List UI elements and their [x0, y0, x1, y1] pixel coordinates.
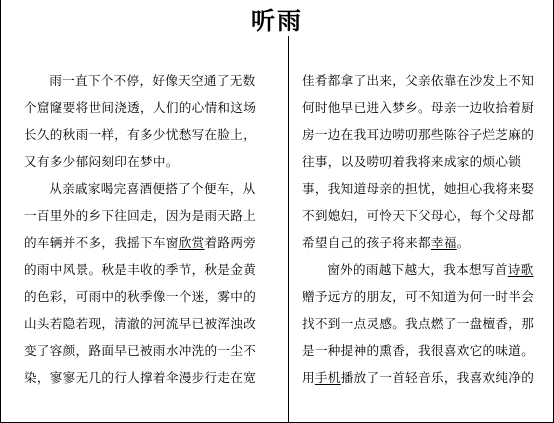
text-line: 长久的秋雨一样，有多少忧愁写在脸上， [24, 127, 257, 142]
text-line: 的雨中风景。秋是丰收的季节，秋是金黄 [24, 262, 257, 277]
text-line: 个窟窿要将世间浇透，人们的心情和这场 [24, 100, 257, 115]
right-paragraph-2 [302, 256, 538, 391]
text-line [24, 229, 270, 256]
right-column [302, 67, 538, 391]
article-title: 听雨 [251, 6, 303, 35]
text-segment: 窗外的雨越下越大，我本想写首 [327, 262, 508, 277]
left-paragraph-1 [24, 67, 270, 175]
text-line [302, 364, 538, 391]
left-column [24, 67, 270, 391]
text-line: 染，寥寥无几的行人撑着伞漫步行走在宽 [24, 370, 257, 385]
text-line: 从亲戚家喝完喜酒便搭了个便车，从 [49, 181, 256, 196]
text-line: 的色彩，可雨中的秋季像一个迷，雾中的 [24, 289, 257, 304]
right-paragraph-1 [302, 67, 538, 256]
text-line [302, 229, 538, 256]
text-line: 又有多少郁闷刻印在梦中。 [24, 154, 179, 169]
link-shouji[interactable]: 手机 [314, 370, 341, 385]
text-line [302, 256, 538, 283]
text-line: 不到媳妇，可怜天下父母心，每个父母都 [302, 208, 535, 223]
text-line: 变了容颜，路面早已被雨水冲洗的一尘不 [24, 343, 257, 358]
text-segment: 着路两旁 [204, 235, 257, 250]
link-xingfu[interactable]: 幸福 [430, 235, 457, 250]
column-divider [288, 36, 289, 423]
text-line: 雨一直下个不停，好像天空通了无数 [49, 73, 256, 88]
text-line: 何时他早已进入梦乡。母亲一边收拾着厨 [302, 100, 535, 115]
text-line: 是一种提神的熏香，我很喜欢它的味道。 [302, 343, 535, 358]
text-line: 找不到一点灵感。我点燃了一盘檀香，那 [302, 316, 535, 331]
text-line: 事，我知道母亲的担忧，她担心我将来娶 [302, 181, 535, 196]
text-line: 房一边在我耳边唠叨那些陈谷子烂芝麻的 [302, 127, 535, 142]
text-line: 赠予远方的朋友，可不知道为何一时半会 [302, 289, 535, 304]
text-segment: 的车辆并不多，我摇下车窗 [24, 235, 179, 250]
link-xinshang[interactable]: 欣赏 [178, 235, 205, 250]
text-line: 山头若隐若现，清澈的河流早已被浑浊改 [24, 316, 257, 331]
text-line: 佳肴都拿了出来，父亲依靠在沙发上不知 [302, 73, 535, 88]
text-segment: 用 [302, 370, 315, 385]
text-segment: 。 [456, 235, 470, 250]
link-shige[interactable]: 诗歌 [507, 262, 534, 277]
text-segment: 播放了一首轻音乐，我喜欢纯净的 [340, 370, 535, 385]
left-paragraph-2 [24, 175, 270, 391]
text-segment: 希望自己的孩子将来都 [302, 235, 431, 250]
text-line: 一百里外的乡下往回走，因为是雨天路上 [24, 208, 257, 223]
text-line: 往事，以及唠叨着我将来成家的烦心锁 [302, 154, 522, 169]
